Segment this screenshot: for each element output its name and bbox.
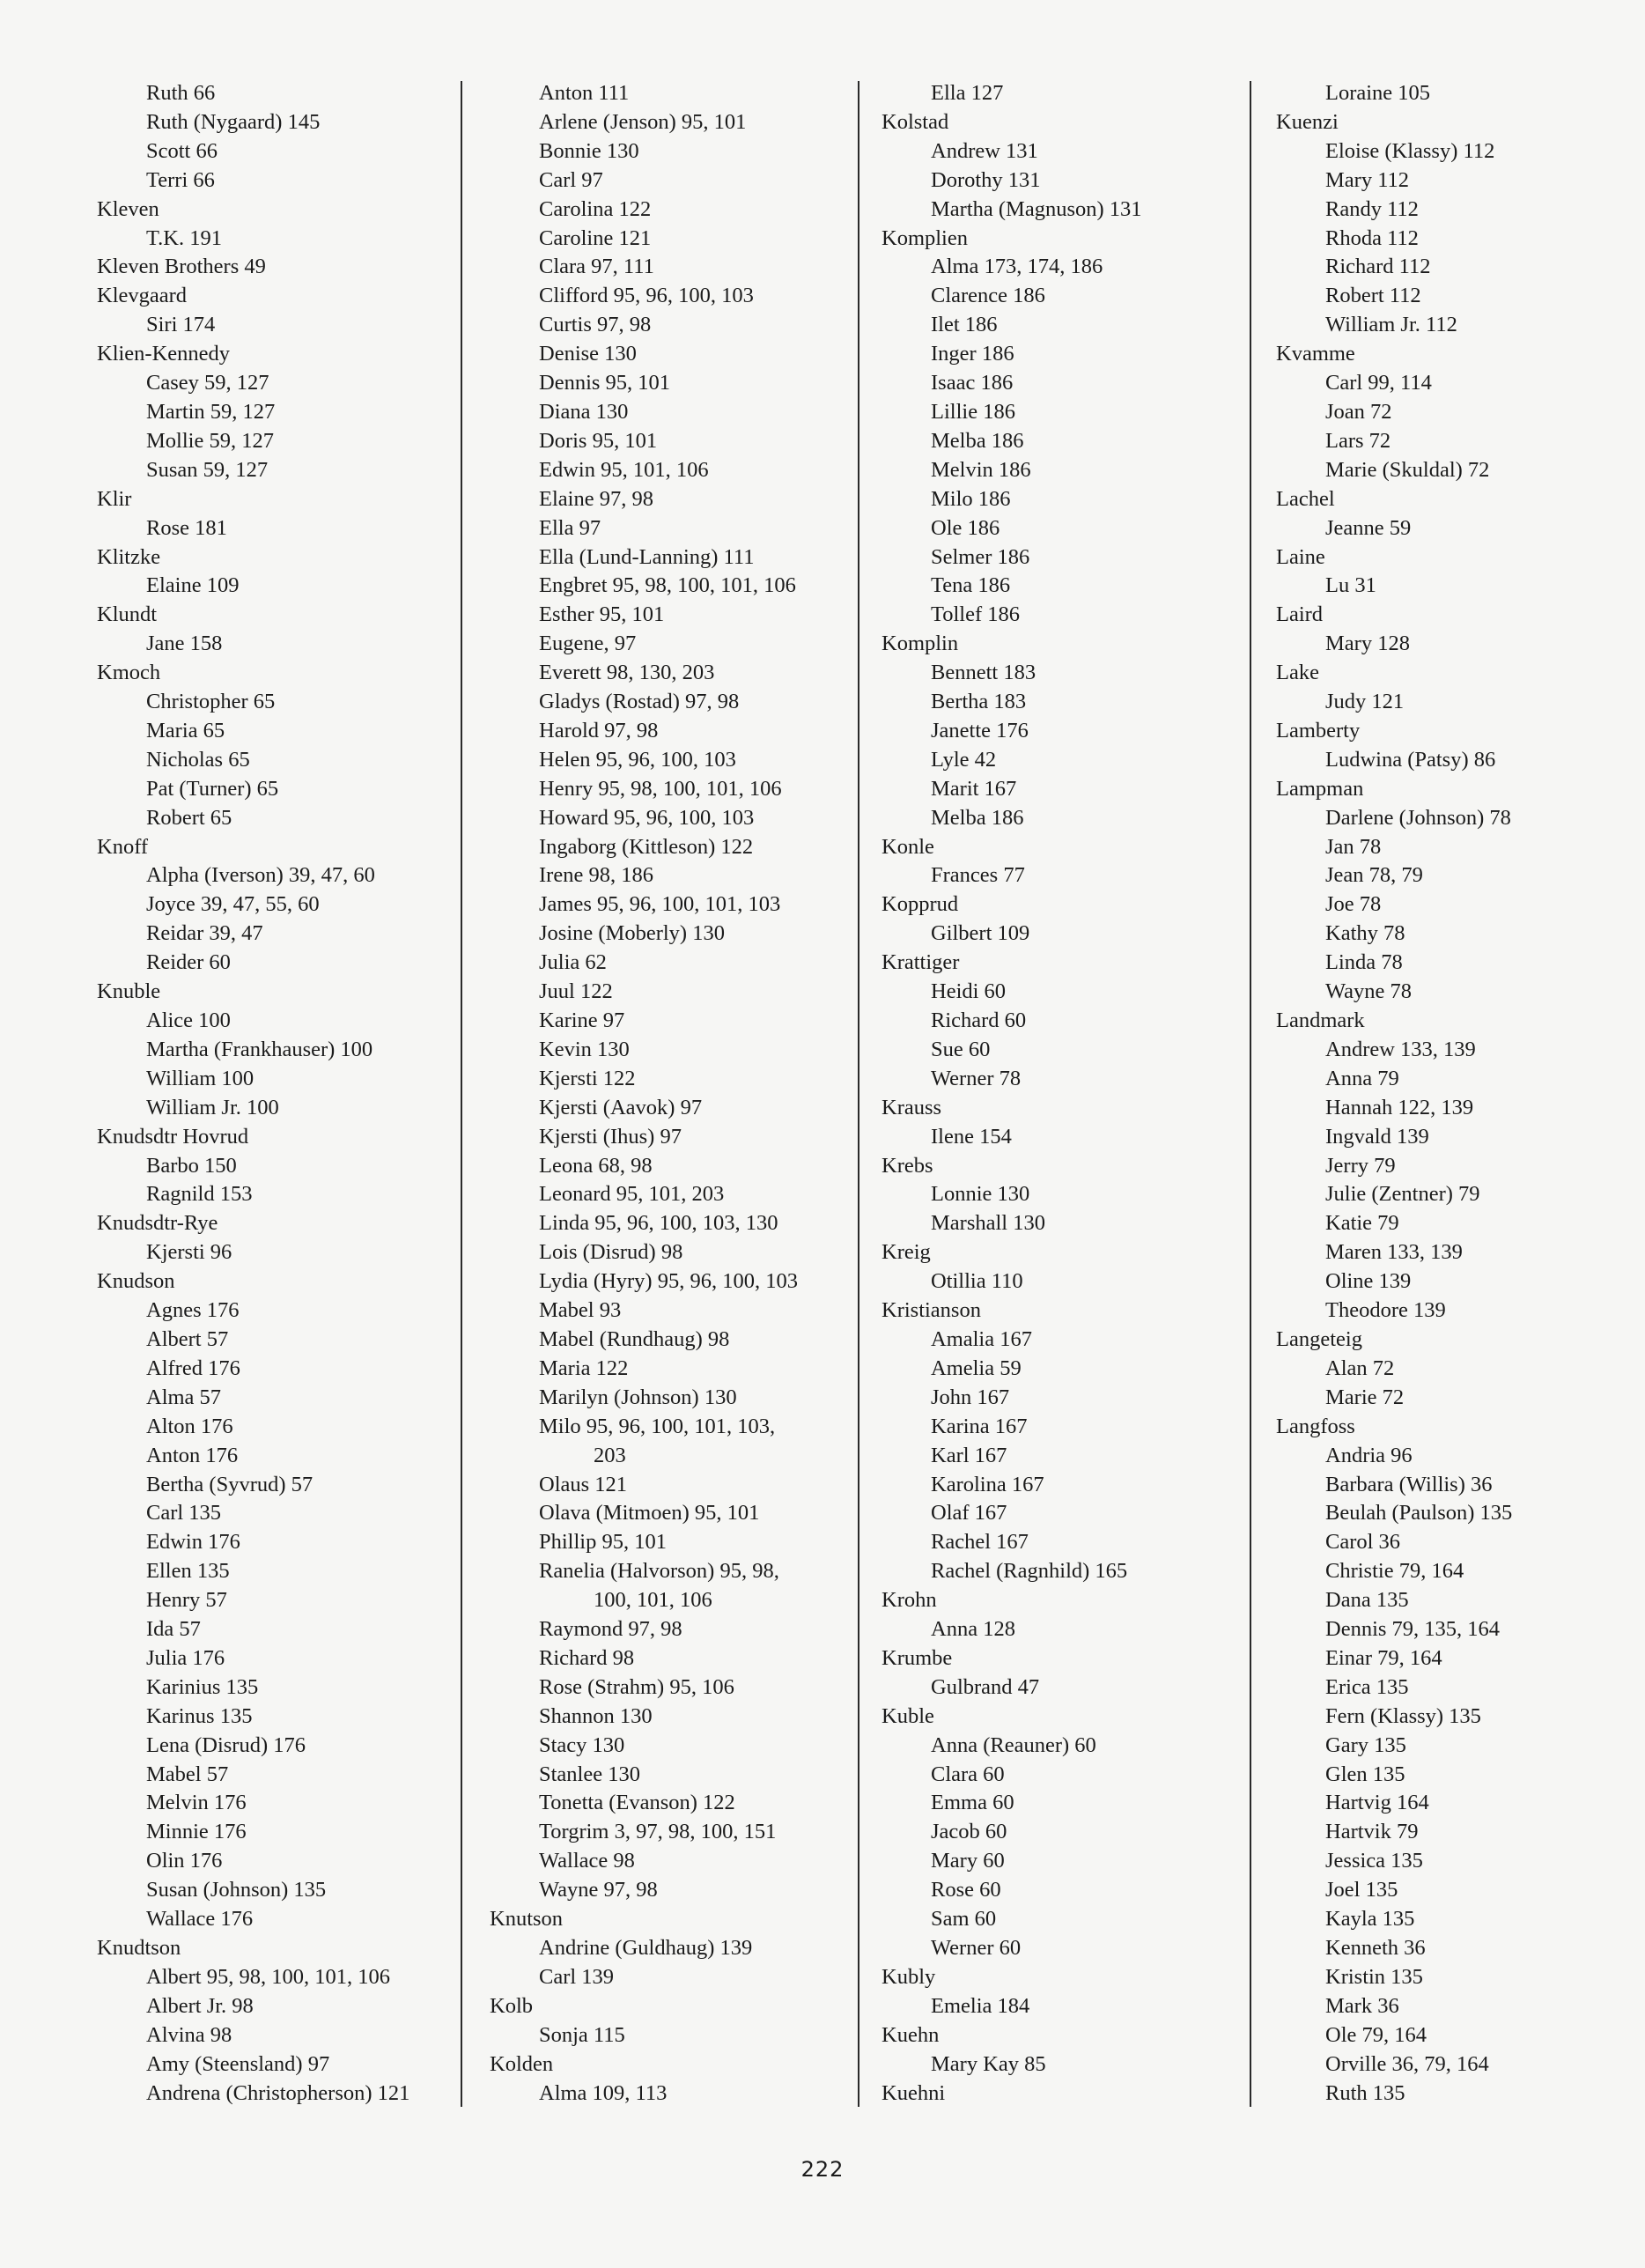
index-entry: Kevin 130 bbox=[539, 1037, 630, 1061]
index-entry-continuation: 100, 101, 106 bbox=[594, 1588, 712, 1613]
index-entry: Joel 135 bbox=[1325, 1878, 1398, 1902]
index-surname: Kolden bbox=[490, 2051, 554, 2076]
index-entry: Marilyn (Johnson) 130 bbox=[539, 1385, 737, 1409]
index-entry: Jeanne 59 bbox=[1325, 515, 1412, 540]
index-surname: Kristianson bbox=[882, 1298, 981, 1323]
index-entry: Marit 167 bbox=[931, 776, 1017, 801]
index-entry: Kjersti (Aavok) 97 bbox=[539, 1095, 703, 1119]
index-entry: Otillia 110 bbox=[931, 1269, 1023, 1294]
index-entry: Pat (Turner) 65 bbox=[146, 776, 279, 801]
index-entry: Lillie 186 bbox=[931, 399, 1015, 424]
index-entry: Carl 139 bbox=[539, 1964, 615, 1989]
index-entry: Eloise (Klassy) 112 bbox=[1325, 138, 1495, 163]
index-entry: Ingvald 139 bbox=[1325, 1124, 1429, 1149]
index-entry: Gilbert 109 bbox=[931, 921, 1030, 946]
index-entry: Joyce 39, 47, 55, 60 bbox=[146, 892, 320, 917]
index-surname: Langeteig bbox=[1276, 1326, 1362, 1351]
index-entry: Leonard 95, 101, 203 bbox=[539, 1182, 725, 1207]
index-surname: Lake bbox=[1276, 661, 1319, 685]
index-entry: Alpha (Iverson) 39, 47, 60 bbox=[146, 863, 375, 888]
index-surname: Landmark bbox=[1276, 1008, 1365, 1032]
index-entry: Jacob 60 bbox=[931, 1820, 1007, 1844]
index-entry: Ruth 135 bbox=[1325, 2080, 1405, 2105]
index-entry: Milo 186 bbox=[931, 486, 1011, 511]
index-entry: Inger 186 bbox=[931, 342, 1014, 366]
index-entry: Alton 176 bbox=[146, 1414, 233, 1438]
index-entry: Wallace 176 bbox=[146, 1907, 254, 1932]
index-surname: Laird bbox=[1276, 602, 1324, 627]
index-surname: Kolstad bbox=[882, 109, 949, 134]
index-entry: Alfred 176 bbox=[146, 1356, 240, 1380]
index-entry: Susan (Johnson) 135 bbox=[146, 1878, 327, 1902]
index-surname: Lamberty bbox=[1276, 718, 1361, 742]
index-entry: Martin 59, 127 bbox=[146, 399, 276, 424]
index-entry: Mary Kay 85 bbox=[931, 2051, 1046, 2076]
index-entry: Anna (Reauner) 60 bbox=[931, 1732, 1096, 1757]
index-entry: Andrena (Christopherson) 121 bbox=[146, 2080, 410, 2105]
index-entry: Richard 98 bbox=[539, 1645, 635, 1670]
index-entry: Casey 59, 127 bbox=[146, 371, 269, 395]
index-entry: Albert 95, 98, 100, 101, 106 bbox=[146, 1964, 390, 1989]
index-entry: Anton 111 bbox=[539, 81, 630, 105]
index-entry: Minnie 176 bbox=[146, 1820, 247, 1844]
index-surname: Komplien bbox=[882, 225, 968, 250]
index-entry: Bennett 183 bbox=[931, 661, 1036, 685]
index-entry: Mary 60 bbox=[931, 1849, 1005, 1873]
index-surname: Kreig bbox=[882, 1240, 931, 1265]
index-entry: Ragnild 153 bbox=[146, 1182, 253, 1207]
index-entry: Ingaborg (Kittleson) 122 bbox=[539, 834, 754, 859]
index-entry: Frances 77 bbox=[931, 863, 1025, 888]
index-entry: Alvina 98 bbox=[146, 2022, 232, 2047]
index-entry: Emelia 184 bbox=[931, 1993, 1030, 2018]
index-entry: Ilet 186 bbox=[931, 313, 998, 337]
index-entry: Martha (Frankhauser) 100 bbox=[146, 1037, 373, 1061]
index-entry: Amalia 167 bbox=[931, 1326, 1032, 1351]
index-entry: Dennis 79, 135, 164 bbox=[1325, 1617, 1501, 1642]
index-surname: Knudson bbox=[97, 1269, 175, 1294]
index-entry: Martha (Magnuson) 131 bbox=[931, 196, 1142, 221]
index-entry: Helen 95, 96, 100, 103 bbox=[539, 747, 736, 772]
index-entry: Rhoda 112 bbox=[1325, 225, 1419, 250]
index-entry: Marie (Skuldal) 72 bbox=[1325, 457, 1490, 482]
index-surname: Knoff bbox=[97, 834, 149, 859]
index-entry: Josine (Moberly) 130 bbox=[539, 921, 725, 946]
index-entry: Ella 97 bbox=[539, 515, 601, 540]
index-entry: Melvin 176 bbox=[146, 1791, 247, 1815]
index-entry: Kjersti 96 bbox=[146, 1240, 232, 1265]
index-entry: Anna 79 bbox=[1325, 1066, 1399, 1090]
index-entry: Olaus 121 bbox=[539, 1472, 628, 1496]
index-entry: Howard 95, 96, 100, 103 bbox=[539, 805, 755, 830]
index-entry: Mark 36 bbox=[1325, 1993, 1399, 2018]
index-entry: Curtis 97, 98 bbox=[539, 313, 652, 337]
index-entry: Doris 95, 101 bbox=[539, 428, 658, 453]
index-entry: Richard 112 bbox=[1325, 255, 1431, 279]
index-entry: Gladys (Rostad) 97, 98 bbox=[539, 690, 740, 714]
index-entry: Joan 72 bbox=[1325, 399, 1392, 424]
index-entry: Barbo 150 bbox=[146, 1153, 237, 1178]
index-entry: Mabel 57 bbox=[146, 1762, 229, 1786]
index-entry: Bertha 183 bbox=[931, 690, 1027, 714]
index-entry: Harold 97, 98 bbox=[539, 718, 659, 742]
index-entry: Emma 60 bbox=[931, 1791, 1014, 1815]
index-entry: Theodore 139 bbox=[1325, 1298, 1446, 1323]
index-entry: Ilene 154 bbox=[931, 1124, 1012, 1149]
index-entry: Rachel (Ragnhild) 165 bbox=[931, 1559, 1128, 1584]
index-entry: Robert 65 bbox=[146, 805, 232, 830]
index-entry: Clara 97, 111 bbox=[539, 255, 654, 279]
index-column-3 bbox=[882, 79, 1142, 2108]
index-entry: Lyle 42 bbox=[931, 747, 997, 772]
index-entry: Agnes 176 bbox=[146, 1298, 240, 1323]
index-entry: Carl 97 bbox=[539, 167, 603, 192]
index-entry: Linda 78 bbox=[1325, 950, 1403, 975]
index-entry: Reider 60 bbox=[146, 950, 231, 975]
index-entry: Eugene, 97 bbox=[539, 632, 637, 656]
index-entry: Rose 60 bbox=[931, 1878, 1001, 1902]
index-entry: Melvin 186 bbox=[931, 457, 1031, 482]
index-entry: Rose (Strahm) 95, 106 bbox=[539, 1674, 734, 1699]
index-entry: Andrew 131 bbox=[931, 138, 1038, 163]
index-entry: Siri 174 bbox=[146, 313, 216, 337]
index-entry: Stanlee 130 bbox=[539, 1762, 640, 1786]
index-entry: Alan 72 bbox=[1325, 1356, 1395, 1380]
index-entry: Ella 127 bbox=[931, 81, 1004, 105]
index-entry: Jean 78, 79 bbox=[1325, 863, 1423, 888]
index-entry: Sam 60 bbox=[931, 1907, 997, 1932]
index-surname: Kuehn bbox=[882, 2022, 940, 2047]
index-entry: Milo 95, 96, 100, 101, 103, bbox=[539, 1414, 776, 1438]
index-entry: Maria 65 bbox=[146, 718, 225, 742]
index-entry: Kristin 135 bbox=[1325, 1964, 1423, 1989]
column-divider-2 bbox=[858, 81, 859, 2107]
index-surname: Langfoss bbox=[1276, 1414, 1355, 1438]
index-entry: Tena 186 bbox=[931, 573, 1011, 598]
index-entry: Edwin 176 bbox=[146, 1530, 240, 1555]
index-entry: Christie 79, 164 bbox=[1325, 1559, 1464, 1584]
index-entry: Carl 135 bbox=[146, 1501, 222, 1526]
index-entry: Ella (Lund-Lanning) 111 bbox=[539, 544, 755, 569]
index-entry: Leona 68, 98 bbox=[539, 1153, 653, 1178]
index-entry: Kayla 135 bbox=[1325, 1907, 1415, 1932]
index-entry: Darlene (Johnson) 78 bbox=[1325, 805, 1511, 830]
index-entry: Terri 66 bbox=[146, 167, 215, 192]
index-surname: Kuehni bbox=[882, 2080, 946, 2105]
index-surname: Krohn bbox=[882, 1588, 937, 1613]
index-entry: Mollie 59, 127 bbox=[146, 428, 274, 453]
index-entry: Alice 100 bbox=[146, 1008, 231, 1032]
index-entry: Melba 186 bbox=[931, 428, 1024, 453]
index-entry: Alma 173, 174, 186 bbox=[931, 255, 1103, 279]
index-entry: Bonnie 130 bbox=[539, 138, 639, 163]
index-entry: Olava (Mitmoen) 95, 101 bbox=[539, 1501, 760, 1526]
index-entry: Henry 57 bbox=[146, 1588, 227, 1613]
index-entry: Tonetta (Evanson) 122 bbox=[539, 1791, 735, 1815]
index-entry: Karinius 135 bbox=[146, 1674, 259, 1699]
index-surname: Krumbe bbox=[882, 1645, 953, 1670]
index-surname: Laine bbox=[1276, 544, 1325, 569]
index-entry: Karolina 167 bbox=[931, 1472, 1044, 1496]
index-column-2 bbox=[490, 79, 798, 2108]
index-entry: Olaf 167 bbox=[931, 1501, 1007, 1526]
index-entry: Jan 78 bbox=[1325, 834, 1382, 859]
index-entry: Isaac 186 bbox=[931, 371, 1014, 395]
index-entry: Karina 167 bbox=[931, 1414, 1028, 1438]
index-entry: Arlene (Jenson) 95, 101 bbox=[539, 109, 747, 134]
index-entry: Alma 109, 113 bbox=[539, 2080, 668, 2105]
index-surname: Knudsdtr-Rye bbox=[97, 1211, 218, 1236]
index-entry: Melba 186 bbox=[931, 805, 1024, 830]
index-surname: Krauss bbox=[882, 1095, 942, 1119]
index-entry: Ellen 135 bbox=[146, 1559, 230, 1584]
index-surname: Kleven Brothers 49 bbox=[97, 255, 266, 279]
index-entry: Marshall 130 bbox=[931, 1211, 1045, 1236]
index-entry: Andrew 133, 139 bbox=[1325, 1037, 1476, 1061]
index-entry: Shannon 130 bbox=[539, 1703, 653, 1728]
index-surname: Kleven bbox=[97, 196, 159, 221]
index-entry: Ludwina (Patsy) 86 bbox=[1325, 747, 1496, 772]
index-entry: Amelia 59 bbox=[931, 1356, 1022, 1380]
index-entry: Lois (Disrud) 98 bbox=[539, 1240, 683, 1265]
column-divider-3 bbox=[1250, 81, 1251, 2107]
index-surname: Klir bbox=[97, 486, 132, 511]
index-entry: Ranelia (Halvorson) 95, 98, bbox=[539, 1559, 779, 1584]
index-entry: Beulah (Paulson) 135 bbox=[1325, 1501, 1513, 1526]
index-entry: Randy 112 bbox=[1325, 196, 1419, 221]
index-surname: Lampman bbox=[1276, 776, 1364, 801]
index-entry: Glen 135 bbox=[1325, 1762, 1405, 1786]
index-entry: Werner 60 bbox=[931, 1936, 1022, 1960]
index-entry: Edwin 95, 101, 106 bbox=[539, 457, 709, 482]
index-entry: Jessica 135 bbox=[1325, 1849, 1423, 1873]
index-entry: Mary 112 bbox=[1325, 167, 1410, 192]
index-entry: Mabel (Rundhaug) 98 bbox=[539, 1326, 730, 1351]
index-surname: Kuble bbox=[882, 1703, 934, 1728]
index-entry: Juul 122 bbox=[539, 979, 613, 1004]
index-entry: Einar 79, 164 bbox=[1325, 1645, 1442, 1670]
index-entry: Maren 133, 139 bbox=[1325, 1240, 1463, 1265]
index-entry: Torgrim 3, 97, 98, 100, 151 bbox=[539, 1820, 777, 1844]
index-entry: John 167 bbox=[931, 1385, 1010, 1409]
index-entry: Irene 98, 186 bbox=[539, 863, 653, 888]
index-entry: Rose 181 bbox=[146, 515, 227, 540]
index-surname: Kvamme bbox=[1276, 342, 1355, 366]
index-entry: Maria 122 bbox=[539, 1356, 629, 1380]
index-entry: Ruth 66 bbox=[146, 81, 216, 105]
index-entry: Carl 99, 114 bbox=[1325, 371, 1432, 395]
index-entry: Scott 66 bbox=[146, 138, 218, 163]
index-entry: Susan 59, 127 bbox=[146, 457, 269, 482]
index-entry: Selmer 186 bbox=[931, 544, 1030, 569]
index-entry: Everett 98, 130, 203 bbox=[539, 661, 715, 685]
index-entry: Albert Jr. 98 bbox=[146, 1993, 254, 2018]
index-entry: Alma 57 bbox=[146, 1385, 222, 1409]
index-entry: Caroline 121 bbox=[539, 225, 652, 250]
index-surname: Kopprud bbox=[882, 892, 959, 917]
index-entry: Phillip 95, 101 bbox=[539, 1530, 667, 1555]
index-entry: Sue 60 bbox=[931, 1037, 991, 1061]
index-entry: Rachel 167 bbox=[931, 1530, 1029, 1555]
index-entry: Ida 57 bbox=[146, 1617, 201, 1642]
index-column-1 bbox=[97, 79, 409, 2108]
index-entry: Sonja 115 bbox=[539, 2022, 625, 2047]
index-surname: Knutson bbox=[490, 1907, 564, 1932]
index-entry: Erica 135 bbox=[1325, 1674, 1409, 1699]
index-entry: Kenneth 36 bbox=[1325, 1936, 1426, 1960]
index-entry: Orville 36, 79, 164 bbox=[1325, 2051, 1489, 2076]
index-surname: Kolb bbox=[490, 1993, 533, 2018]
index-entry: Stacy 130 bbox=[539, 1732, 625, 1757]
index-surname: Kmoch bbox=[97, 661, 161, 685]
index-entry: Katie 79 bbox=[1325, 1211, 1399, 1236]
index-entry: Reidar 39, 47 bbox=[146, 921, 263, 946]
index-entry: Ole 186 bbox=[931, 515, 1000, 540]
index-surname: Krattiger bbox=[882, 950, 960, 975]
index-surname: Lachel bbox=[1276, 486, 1335, 511]
index-surname: Klundt bbox=[97, 602, 158, 627]
index-entry: Karl 167 bbox=[931, 1443, 1007, 1467]
index-entry: Judy 121 bbox=[1325, 690, 1405, 714]
index-surname: Klitzke bbox=[97, 544, 161, 569]
index-entry: Ole 79, 164 bbox=[1325, 2022, 1427, 2047]
index-entry: Bertha (Syvrud) 57 bbox=[146, 1472, 314, 1496]
index-entry: Esther 95, 101 bbox=[539, 602, 665, 627]
index-entry: Lydia (Hyry) 95, 96, 100, 103 bbox=[539, 1269, 798, 1294]
index-entry: Robert 112 bbox=[1325, 284, 1421, 308]
index-entry: Anton 176 bbox=[146, 1443, 239, 1467]
index-entry: Gulbrand 47 bbox=[931, 1674, 1040, 1699]
index-entry: T.K. 191 bbox=[146, 225, 222, 250]
index-surname: Knudtson bbox=[97, 1936, 181, 1960]
index-entry: William Jr. 100 bbox=[146, 1095, 279, 1119]
index-entry: Jerry 79 bbox=[1325, 1153, 1396, 1178]
index-entry: Tollef 186 bbox=[931, 602, 1021, 627]
index-entry: William Jr. 112 bbox=[1325, 313, 1457, 337]
column-divider-1 bbox=[461, 81, 462, 2107]
index-entry: Dana 135 bbox=[1325, 1588, 1409, 1613]
index-entry: Henry 95, 98, 100, 101, 106 bbox=[539, 776, 782, 801]
index-entry: Hartvik 79 bbox=[1325, 1820, 1419, 1844]
index-entry: Lars 72 bbox=[1325, 428, 1391, 453]
index-entry: Mary 128 bbox=[1325, 632, 1410, 656]
index-entry: Carol 36 bbox=[1325, 1530, 1401, 1555]
index-entry: Marie 72 bbox=[1325, 1385, 1405, 1409]
index-entry: Heidi 60 bbox=[931, 979, 1007, 1004]
index-entry: Fern (Klassy) 135 bbox=[1325, 1703, 1481, 1728]
index-entry: Wayne 78 bbox=[1325, 979, 1413, 1004]
index-entry: James 95, 96, 100, 101, 103 bbox=[539, 892, 781, 917]
index-entry: William 100 bbox=[146, 1066, 254, 1090]
index-entry: Elaine 109 bbox=[146, 573, 240, 598]
index-entry: Wallace 98 bbox=[539, 1849, 635, 1873]
index-entry: Lonnie 130 bbox=[931, 1182, 1030, 1207]
index-entry: Werner 78 bbox=[931, 1066, 1022, 1090]
index-entry: Ruth (Nygaard) 145 bbox=[146, 109, 321, 134]
index-entry: Kjersti (Ihus) 97 bbox=[539, 1124, 682, 1149]
index-surname: Kubly bbox=[882, 1964, 936, 1989]
index-surname: Knuble bbox=[97, 979, 161, 1004]
index-entry: Christopher 65 bbox=[146, 690, 276, 714]
index-surname: Klien-Kennedy bbox=[97, 342, 231, 366]
index-entry: Dorothy 131 bbox=[931, 167, 1041, 192]
index-entry: Amy (Steensland) 97 bbox=[146, 2051, 330, 2076]
index-entry: Gary 135 bbox=[1325, 1732, 1406, 1757]
index-surname: Krebs bbox=[882, 1153, 933, 1178]
index-entry: Anna 128 bbox=[931, 1617, 1015, 1642]
index-entry: Julie (Zentner) 79 bbox=[1325, 1182, 1480, 1207]
index-column-4 bbox=[1276, 79, 1512, 2108]
index-entry: Hannah 122, 139 bbox=[1325, 1095, 1474, 1119]
index-entry: Barbara (Willis) 36 bbox=[1325, 1472, 1493, 1496]
index-entry: Karine 97 bbox=[539, 1008, 625, 1032]
index-entry: Mabel 93 bbox=[539, 1298, 622, 1323]
index-entry: Dennis 95, 101 bbox=[539, 371, 671, 395]
index-surname: Klevgaard bbox=[97, 284, 188, 308]
index-entry: Clifford 95, 96, 100, 103 bbox=[539, 284, 754, 308]
index-entry: Jane 158 bbox=[146, 632, 223, 656]
index-entry: Linda 95, 96, 100, 103, 130 bbox=[539, 1211, 778, 1236]
index-entry: Kjersti 122 bbox=[539, 1066, 636, 1090]
index-entry: Albert 57 bbox=[146, 1326, 229, 1351]
index-entry: Olin 176 bbox=[146, 1849, 223, 1873]
index-surname: Kuenzi bbox=[1276, 109, 1339, 134]
index-entry: Hartvig 164 bbox=[1325, 1791, 1429, 1815]
index-entry: Julia 62 bbox=[539, 950, 607, 975]
index-entry: Carolina 122 bbox=[539, 196, 652, 221]
index-entry: Joe 78 bbox=[1325, 892, 1382, 917]
index-entry: Kathy 78 bbox=[1325, 921, 1405, 946]
index-entry: Karinus 135 bbox=[146, 1703, 253, 1728]
index-entry: Engbret 95, 98, 100, 101, 106 bbox=[539, 573, 796, 598]
index-entry: Nicholas 65 bbox=[146, 747, 250, 772]
index-entry: Richard 60 bbox=[931, 1008, 1027, 1032]
index-entry: Lu 31 bbox=[1325, 573, 1376, 598]
index-entry: Oline 139 bbox=[1325, 1269, 1412, 1294]
index-entry: Loraine 105 bbox=[1325, 81, 1431, 105]
index-entry: Clara 60 bbox=[931, 1762, 1005, 1786]
index-entry: Lena (Disrud) 176 bbox=[146, 1732, 306, 1757]
index-entry: Diana 130 bbox=[539, 399, 629, 424]
index-entry: Raymond 97, 98 bbox=[539, 1617, 682, 1642]
index-entry: Julia 176 bbox=[146, 1645, 225, 1670]
index-surname: Konle bbox=[882, 834, 934, 859]
index-entry: Andrine (Guldhaug) 139 bbox=[539, 1936, 753, 1960]
index-entry: Elaine 97, 98 bbox=[539, 486, 653, 511]
index-entry: Clarence 186 bbox=[931, 284, 1045, 308]
index-entry: Janette 176 bbox=[931, 718, 1029, 742]
page-number: 222 bbox=[800, 2157, 845, 2182]
index-surname: Knudsdtr Hovrud bbox=[97, 1124, 249, 1149]
index-entry-continuation: 203 bbox=[594, 1443, 626, 1467]
index-entry: Andria 96 bbox=[1325, 1443, 1413, 1467]
index-entry: Wayne 97, 98 bbox=[539, 1878, 658, 1902]
index-entry: Denise 130 bbox=[539, 342, 637, 366]
index-surname: Komplin bbox=[882, 632, 959, 656]
